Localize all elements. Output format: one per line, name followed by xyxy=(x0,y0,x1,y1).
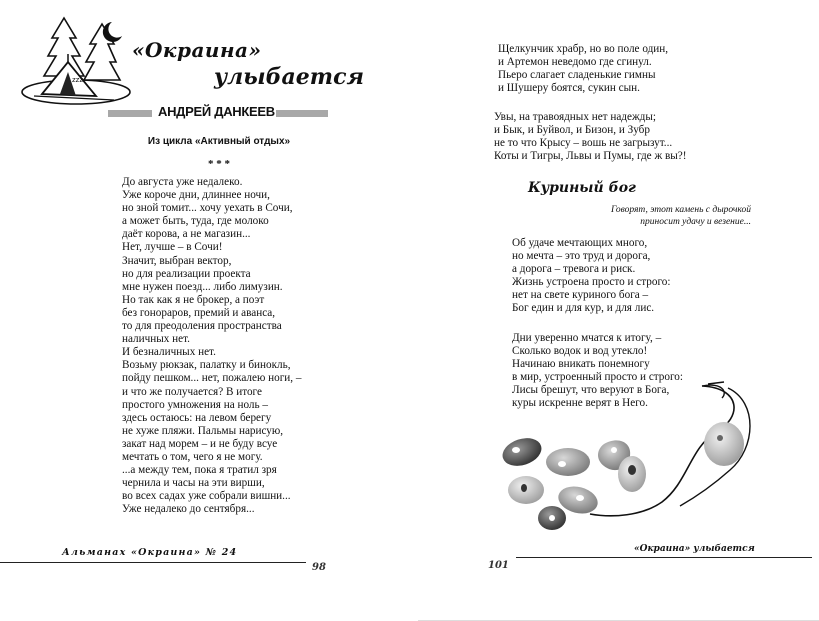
poem-right-stanza-1 xyxy=(498,43,668,95)
poem-line: а может быть, туда, где молоко xyxy=(122,215,269,228)
poem-line: не хуже пляжи. Пальмы нарисую, xyxy=(122,424,284,437)
poem-line: и Бык, и Буйвол, и Бизон, и Зубр xyxy=(494,124,650,137)
poem-line: в мир, устроенный просто и строго: xyxy=(512,371,684,384)
poem-right-stanza-3 xyxy=(512,237,670,316)
poem-line: но зной томит... хочу уехать в Сочи, xyxy=(122,202,293,215)
poem-line: Бог един и для кур, и для лис. xyxy=(512,302,655,315)
almanac-brand-subtitle: улыбается xyxy=(214,64,364,90)
epigraph xyxy=(611,204,751,228)
poem-line: Уже короче дни, длиннее ночи, xyxy=(122,189,270,202)
footer-rule-left xyxy=(0,562,306,563)
hag-stones-illustration-icon xyxy=(492,378,792,538)
page-number-left: 98 xyxy=(312,562,326,573)
poem-line: куры искренне верят в Него. xyxy=(512,397,648,410)
poem-line: Коты и Тигры, Львы и Пумы, где ж вы?! xyxy=(494,150,687,163)
poem-line: Возьму рюкзак, палатку и бинокль, xyxy=(122,359,291,372)
poem-line: До августа уже недалеко. xyxy=(122,176,243,188)
camping-tent-logo-icon xyxy=(14,14,132,110)
poem-title: Куриный бог xyxy=(528,180,636,196)
poem-left xyxy=(122,176,301,516)
right-page xyxy=(418,0,819,621)
cycle-title: Из цикла «Активный отдых» xyxy=(147,136,291,147)
poem-line: Начинаю вникать понемногу xyxy=(512,358,650,371)
poem-line: Значит, выбран вектор, xyxy=(122,254,232,267)
poem-line: во всех садах уже собрали вишни... xyxy=(122,490,291,503)
poem-line: Но так как я не брокер, а поэт xyxy=(122,293,265,306)
poem-line: ...а между тем, пока я тратил зря xyxy=(122,464,277,477)
poem-line: и Артемон неведомо где сгинул. xyxy=(498,56,652,69)
poem-line: нет на свете куриного бога – xyxy=(512,289,649,302)
poem-line: пойду пешком... нет, пожалею ноги, – xyxy=(122,372,302,385)
almanac-brand-title: «Окраина» xyxy=(132,38,262,62)
poem-line: даёт корова, а не магазин... xyxy=(122,228,251,241)
poem-line: Жизнь устроена просто и строго: xyxy=(512,276,671,289)
poem-line: и Шушеру боятся, сукин сын. xyxy=(498,82,640,95)
almanac-issue-label: Альманах «Окраина» № 24 xyxy=(62,547,238,558)
svg-text:zzz: zzz xyxy=(72,76,84,84)
epigraph-line: приносит удачу и везение... xyxy=(640,217,751,227)
author-decor-bar-right xyxy=(276,110,328,117)
poem-line: Щелкунчик храбр, но во поле один, xyxy=(498,43,669,55)
poem-line: здесь остаюсь: на левом берегу xyxy=(122,411,272,424)
almanac-brand-footer: «Окраина» улыбается xyxy=(634,544,755,554)
poem-line: не то что Крысу – вошь не загрызут... xyxy=(494,137,673,150)
poem-line: Увы, на травоядных нет надежды; xyxy=(494,111,656,123)
poem-line: Сколько водок и вод утекло! xyxy=(512,345,648,358)
poem-separator-stars: * * * xyxy=(208,158,230,170)
poem-line: то для преодоления пространства xyxy=(122,320,282,333)
page-number-right: 101 xyxy=(488,560,509,571)
epigraph-line: Говорят, этот камень с дырочкой xyxy=(610,205,751,215)
poem-line: мне нужен поезд... либо лимузин. xyxy=(122,280,283,293)
poem-line: И безналичных нет. xyxy=(122,346,216,359)
author-decor-bar-left xyxy=(108,110,152,117)
poem-right-stanza-2 xyxy=(494,111,686,163)
poem-line: Дни уверенно мчатся к итогу, – xyxy=(512,332,662,344)
poem-line: Лисы брешут, что веруют в Бога, xyxy=(512,384,670,397)
poem-line: наличных нет. xyxy=(122,333,190,346)
poem-line: Нет, лучше – в Сочи! xyxy=(122,241,223,254)
left-page xyxy=(0,0,400,621)
poem-line: закат над морем – и не буду всуе xyxy=(122,437,278,450)
poem-line: и что же получается? В итоге xyxy=(122,385,262,398)
poem-line: мечтать о том, чего я не могу. xyxy=(122,450,263,463)
poem-line: а дорога – тревога и риск. xyxy=(512,263,636,276)
author-name: АНДРЕЙ ДАНКЕЕВ xyxy=(158,104,275,119)
poem-line: чернила и часы на эти вирши, xyxy=(122,477,265,490)
footer-rule-right xyxy=(516,557,812,558)
poem-line: Уже недалеко до сентября... xyxy=(122,503,255,516)
poem-line: Об удаче мечтающих много, xyxy=(512,237,648,249)
poem-line: простого умножения на ноль – xyxy=(122,398,269,411)
poem-line: без гонораров, премий и аванса, xyxy=(122,306,276,319)
poem-line: но для реализации проекта xyxy=(122,267,251,280)
poem-line: но мечта – это труд и дорога, xyxy=(512,250,651,263)
poem-line: Пьеро слагает сладенькие гимны xyxy=(498,69,656,82)
